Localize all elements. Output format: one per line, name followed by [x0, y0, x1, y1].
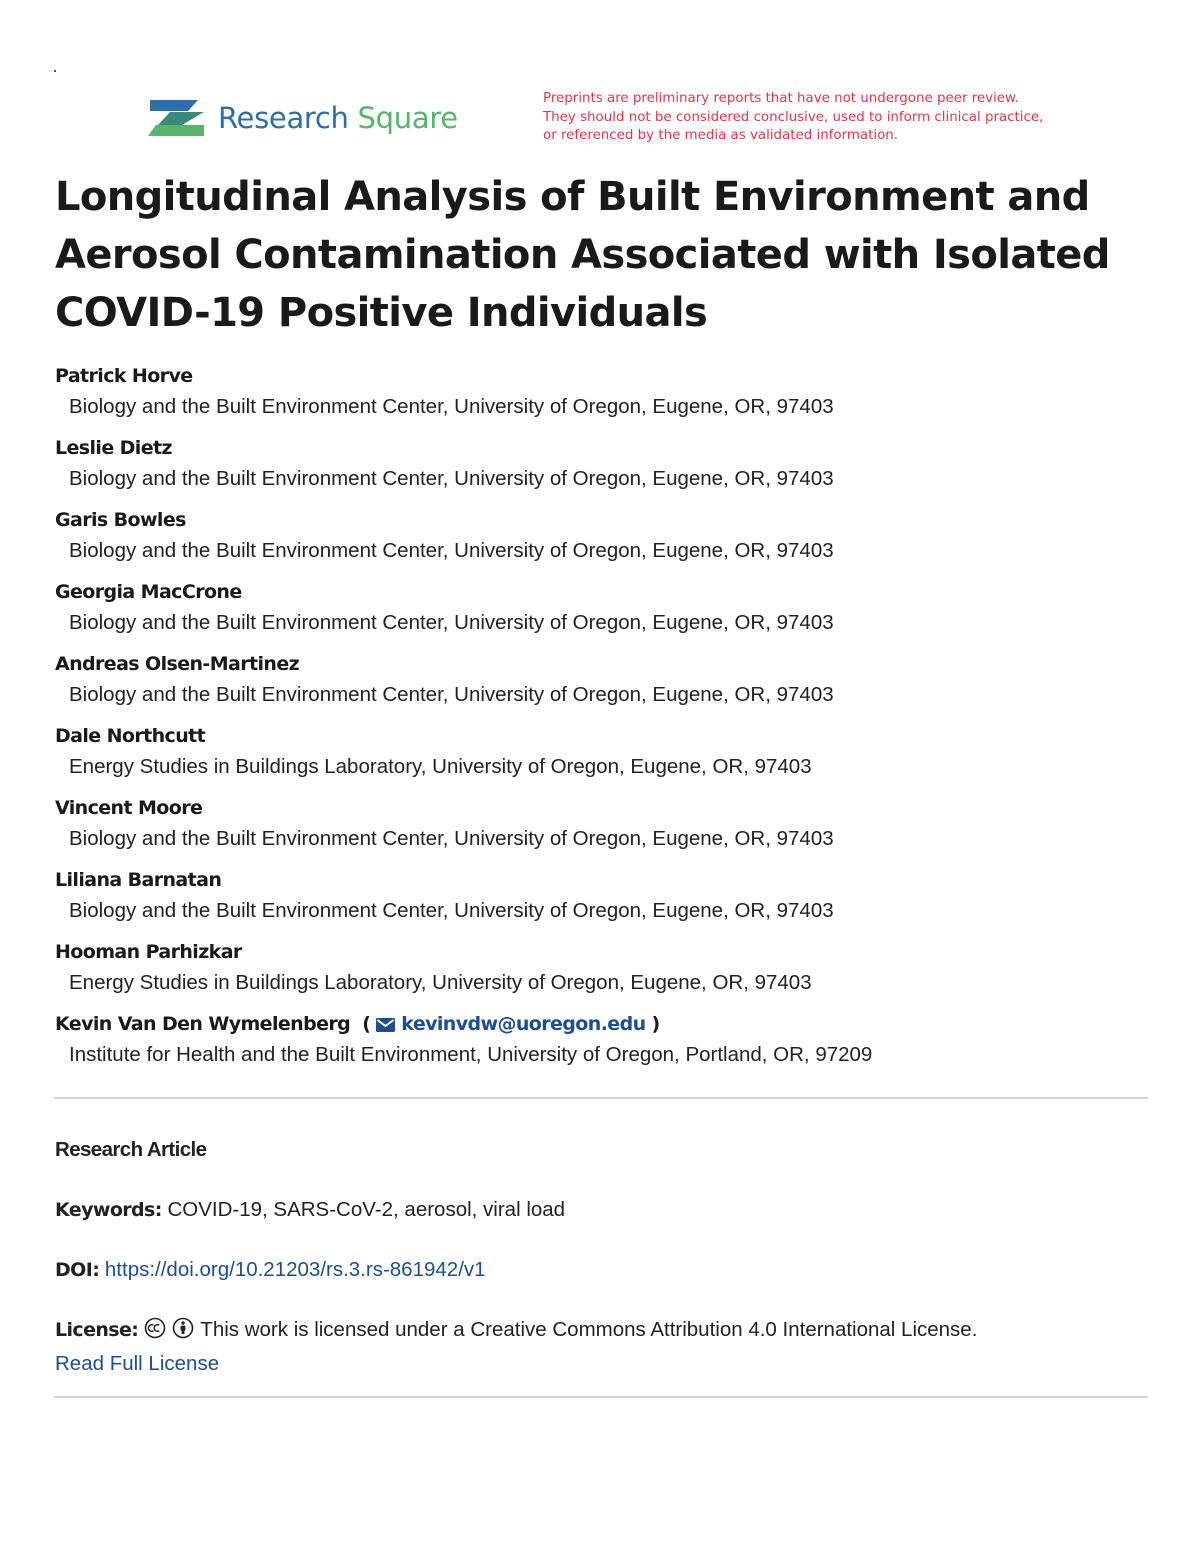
keywords-value: COVID-19, SARS-CoV-2, aerosol, viral load — [167, 1198, 566, 1221]
research-square-wordmark — [218, 101, 458, 135]
cc-by-icon — [144, 1317, 196, 1339]
author-entry — [55, 506, 1155, 578]
divider — [54, 1396, 1148, 1398]
author-entry — [55, 434, 1155, 506]
article-title: Longitudinal Analysis of Built Environment and Aerosol Contamination Associated with Isolated COVID-19 Positive Individuals — [55, 174, 1110, 336]
author-name[interactable]: Kevin Van Den Wymelenberg — [55, 1013, 351, 1035]
author-entry — [55, 362, 1155, 434]
read-license-line — [55, 1352, 219, 1376]
author-entry — [55, 578, 1155, 650]
author-affiliation: Biology and the Built Environment Center, University of Oregon, Eugene, OR, 97403 — [69, 395, 834, 418]
author-entry — [55, 794, 1155, 866]
author-name[interactable]: Leslie Dietz — [55, 437, 172, 459]
preprint-disclaimer — [543, 90, 1103, 146]
brand-name-part1: Research — [218, 101, 349, 135]
disclaimer-line: or referenced by the media as validated information. — [543, 128, 899, 143]
corresponding-author-line — [55, 1010, 1155, 1038]
mail-icon — [376, 1018, 395, 1032]
author-entry — [55, 722, 1155, 794]
read-full-license-link[interactable]: Read Full License — [55, 1352, 220, 1375]
author-name[interactable]: Patrick Horve — [55, 365, 193, 387]
research-square-logo-icon — [148, 98, 206, 138]
doi-label: DOI: — [55, 1259, 100, 1281]
author-name[interactable]: Georgia MacCrone — [55, 581, 242, 603]
doi-line — [55, 1258, 486, 1282]
author-name[interactable]: Vincent Moore — [55, 797, 203, 819]
author-entry — [55, 938, 1155, 1010]
page-mark — [54, 70, 56, 72]
author-name[interactable]: Liliana Barnatan — [55, 869, 222, 891]
author-affiliation: Biology and the Built Environment Center, University of Oregon, Eugene, OR, 97403 — [69, 611, 834, 634]
author-name[interactable]: Garis Bowles — [55, 509, 186, 531]
author-affiliation: Institute for Health and the Built Environment, University of Oregon, Portland, OR, 97209 — [69, 1043, 873, 1066]
author-affiliation: Energy Studies in Buildings Laboratory, University of Oregon, Eugene, OR, 97403 — [69, 971, 812, 994]
brand-name-part2: Square — [357, 101, 458, 135]
cc-license-icons[interactable] — [144, 1317, 196, 1345]
corresponding-author-entry — [55, 1010, 1155, 1082]
author-email: kevinvdw@uoregon.edu — [401, 1013, 646, 1035]
license-label: License: — [55, 1319, 139, 1341]
author-entry — [55, 866, 1155, 938]
author-email-link[interactable] — [376, 1013, 645, 1035]
research-square-logo[interactable] — [148, 98, 458, 138]
author-name[interactable]: Andreas Olsen-Martinez — [55, 653, 300, 675]
divider — [54, 1097, 1148, 1099]
author-list — [55, 362, 1155, 1082]
doi-link[interactable]: https://doi.org/10.21203/rs.3.rs-861942/v1 — [104, 1258, 486, 1281]
author-name[interactable]: Hooman Parhizkar — [55, 941, 242, 963]
disclaimer-line: They should not be considered conclusive, used to inform clinical practice, — [543, 109, 1044, 125]
author-affiliation: Biology and the Built Environment Center, University of Oregon, Eugene, OR, 97403 — [69, 827, 834, 850]
author-affiliation: Biology and the Built Environment Center, University of Oregon, Eugene, OR, 97403 — [69, 467, 834, 490]
author-affiliation: Energy Studies in Buildings Laboratory, University of Oregon, Eugene, OR, 97403 — [69, 755, 812, 778]
open-paren: ( — [362, 1013, 371, 1035]
keywords-label: Keywords: — [55, 1199, 162, 1221]
article-type: Research Article — [55, 1138, 207, 1161]
license-line — [55, 1317, 977, 1345]
author-name[interactable]: Dale Northcutt — [55, 725, 206, 747]
author-entry — [55, 650, 1155, 722]
disclaimer-line: Preprints are preliminary reports that have not undergone peer review. — [543, 91, 1020, 106]
close-paren: ) — [651, 1013, 660, 1035]
author-affiliation: Biology and the Built Environment Center, University of Oregon, Eugene, OR, 97403 — [69, 899, 834, 922]
license-text: This work is licensed under a Creative Commons Attribution 4.0 International License. — [200, 1318, 978, 1341]
keywords-line — [55, 1198, 565, 1222]
author-affiliation: Biology and the Built Environment Center, University of Oregon, Eugene, OR, 97403 — [69, 539, 834, 562]
author-affiliation: Biology and the Built Environment Center, University of Oregon, Eugene, OR, 97403 — [69, 683, 834, 706]
